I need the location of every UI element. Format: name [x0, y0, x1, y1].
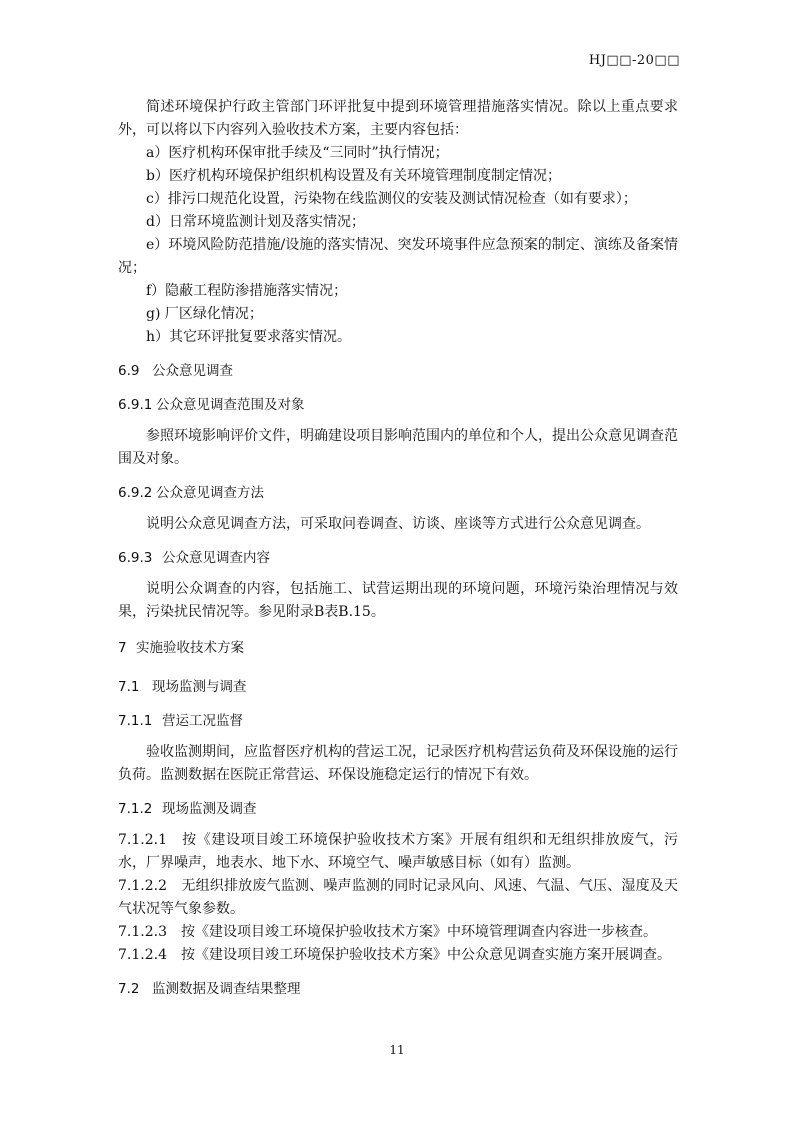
section-number: 7	[118, 640, 127, 656]
paragraph-7-1-1: 验收监测期间，应监督医疗机构的营运工况，记录医疗机构营运负荷及环保设施的运行负荷。监测数据在医院正常营运、环保设施稳定运行的情况下有效。	[118, 744, 678, 783]
section-title: 公众意见调查范围及对象	[156, 397, 305, 413]
section-number: 6.9.3	[118, 550, 153, 566]
paragraph-7-1-2-1: 7.1.2.1 按《建设项目竣工环境保护验收技术方案》开展有组织和无组织排放废气，污水，厂界噪声，地表水、地下水、环境空气、噪声敏感目标（如有）监测。	[118, 832, 678, 871]
section-heading-7-1	[118, 677, 678, 697]
section-heading-7-2	[118, 979, 678, 999]
list-item: h）其它环评批复要求落实情况。	[146, 329, 352, 345]
paragraph-7-1-2-3: 7.1.2.3 按《建设项目竣工环境保护验收技术方案》中环境管理调查内容进一步核查。	[118, 924, 657, 940]
section-title: 公众意见调查	[152, 363, 233, 379]
list-item: e）环境风险防范措施/设施的落实情况、突发环境事件应急预案的制定、演练及备案情况；	[118, 237, 678, 276]
section-heading-6-9	[118, 361, 678, 381]
section-title: 现场监测与调查	[152, 679, 247, 695]
section-number: 7.1.2	[118, 801, 153, 817]
paragraph-6-9-1: 参照环境影响评价文件，明确建设项目影响范围内的单位和个人，提出公众意见调查范围及对象。	[118, 428, 678, 467]
section-number: 6.9.1	[118, 397, 153, 413]
section-title: 现场监测及调查	[162, 801, 257, 817]
list-item: g) 厂区绿化情况；	[146, 306, 263, 322]
paragraph-7-1-2-4: 7.1.2.4 按《建设项目竣工环境保护验收技术方案》中公众意见调查实施方案开展调查。	[118, 947, 671, 963]
section-title: 公众意见调查内容	[162, 550, 270, 566]
list-item: f）隐蔽工程防渗措施落实情况；	[146, 283, 348, 299]
list-item: c）排污口规范化设置，污染物在线监测仪的安装及测试情况检查（如有要求）；	[146, 191, 637, 207]
paragraph-6-9-3: 说明公众调查的内容，包括施工、试营运期出现的环境问题，环境污染治理情况与效果，污染扰民情况等。参见附录B表B.15。	[118, 581, 678, 620]
list-item: a）医疗机构环保审批手续及“三同时”执行情况；	[146, 145, 449, 161]
section-heading-6-9-3	[118, 548, 678, 568]
section-number: 7.1	[118, 679, 140, 695]
document-code: HJ□□-20□□	[588, 53, 680, 68]
section-number: 7.1.1	[118, 713, 153, 729]
section-number: 7.2	[118, 981, 140, 997]
section-heading-6-9-2	[118, 483, 678, 503]
section-heading-7	[118, 638, 678, 658]
section-title: 营运工况监督	[162, 713, 243, 729]
paragraph-6-9-2: 说明公众意见调查方法，可采取问卷调查、访谈、座谈等方式进行公众意见调查。	[146, 516, 650, 532]
section-heading-7-1-1	[118, 711, 678, 731]
intro-paragraph: 简述环境保护行政主管部门环评批复中提到环境管理措施落实情况。除以上重点要求外，可以将以下内容列入验收技术方案，主要内容包括：	[118, 99, 678, 138]
section-title: 公众意见调查方法	[156, 485, 264, 501]
section-number: 6.9.2	[118, 485, 153, 501]
page-number: 11	[389, 1043, 405, 1057]
section-heading-7-1-2	[118, 799, 678, 819]
section-heading-6-9-1	[118, 395, 678, 415]
page-content	[118, 96, 678, 999]
section-title: 实施验收技术方案	[136, 640, 244, 656]
list-item: b）医疗机构环境保护组织机构设置及有关环境管理制度制定情况；	[146, 168, 561, 184]
section-number: 6.9	[118, 363, 140, 379]
list-item: d）日常环境监测计划及落实情况；	[146, 214, 365, 230]
paragraph-7-1-2-2: 7.1.2.2 无组织排放废气监测、噪声监测的同时记录风向、风速、气温、气压、湿度及天气状况等气象参数。	[118, 878, 678, 917]
section-title: 监测数据及调查结果整理	[152, 981, 301, 997]
